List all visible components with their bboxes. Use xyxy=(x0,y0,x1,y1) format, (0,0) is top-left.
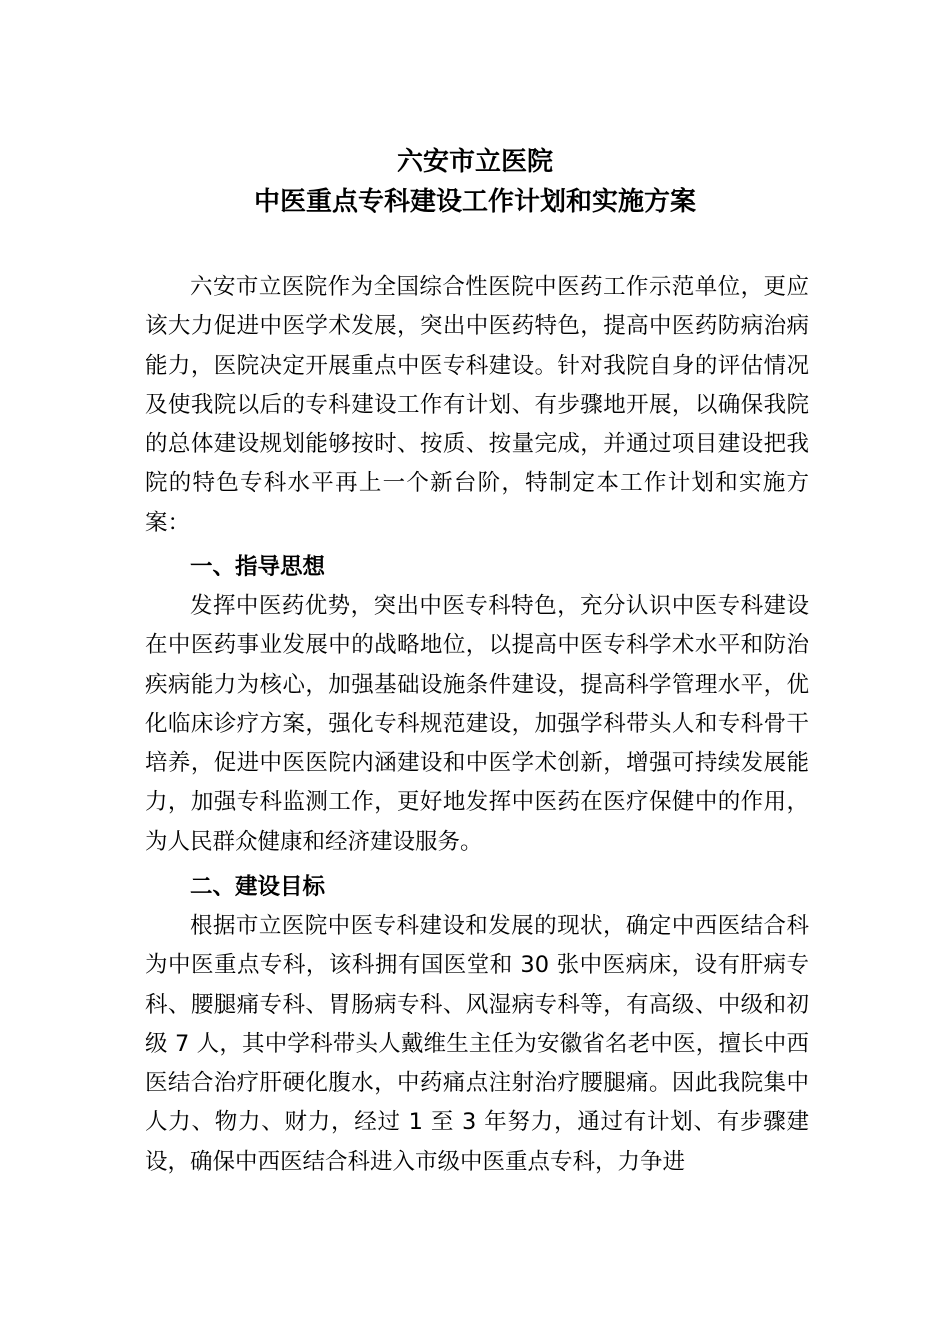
section-paragraph-guiding-principle: 发挥中医药优势，突出中医专科特色，充分认识中医专科建设在中医药事业发展中的战略地位，以提高中医专科学术水平和防治疾病能力为核心，加强基础设施条件建设，提高科学管理水平，优化临床诊疗方案，强化专科规范建设，加强学科带头人和专科骨干培养，促进中医医院内涵建设和中医学术创新，增强可持续发展能力，加强专科监测工作，更好地发挥中医药在医疗保健中的作用，为人民群众健康和经济建设服务。 xyxy=(145,593,809,855)
section-heading-construction-goals: 二、建设目标 xyxy=(190,874,326,900)
section-paragraph-construction-goals: 根据市立医院中医专科建设和发展的现状，确定中西医结合科为中医重点专科，该科拥有国医堂和 30 张中医病床，设有肝病专科、腰腿痛专科、胃肠病专科、风湿病专科等，有高级、中级和初级 7 人，其中学科带头人戴维生主任为安徽省名老中医，擅长中西医结合治疗肝硬化腹水，中药痛点注射治疗腰腿痛。因此我院集中人力、物力、财力，经过 1 至 3 年努力，通过有计划、有步骤建设，确保中西医结合科进入市级中医重点专科，力争进 xyxy=(145,913,809,1175)
section-heading-guiding-principle: 一、指导思想 xyxy=(190,554,326,580)
document-subtitle: 中医重点专科建设工作计划和实施方案 xyxy=(253,187,696,217)
document-title: 六安市立医院 xyxy=(396,147,553,177)
intro-paragraph: 六安市立医院作为全国综合性医院中医药工作示范单位，更应该大力促进中医学术发展，突出中医药特色，提高中医药防病治病能力，医院决定开展重点中医专科建设。针对我院自身的评估情况及使我院以后的专科建设工作有计划、有步骤地开展，以确保我院的总体建设规划能够按时、按质、按量完成，并通过项目建设把我院的特色专科水平再上一个新台阶，特制定本工作计划和实施方案： xyxy=(145,274,809,536)
